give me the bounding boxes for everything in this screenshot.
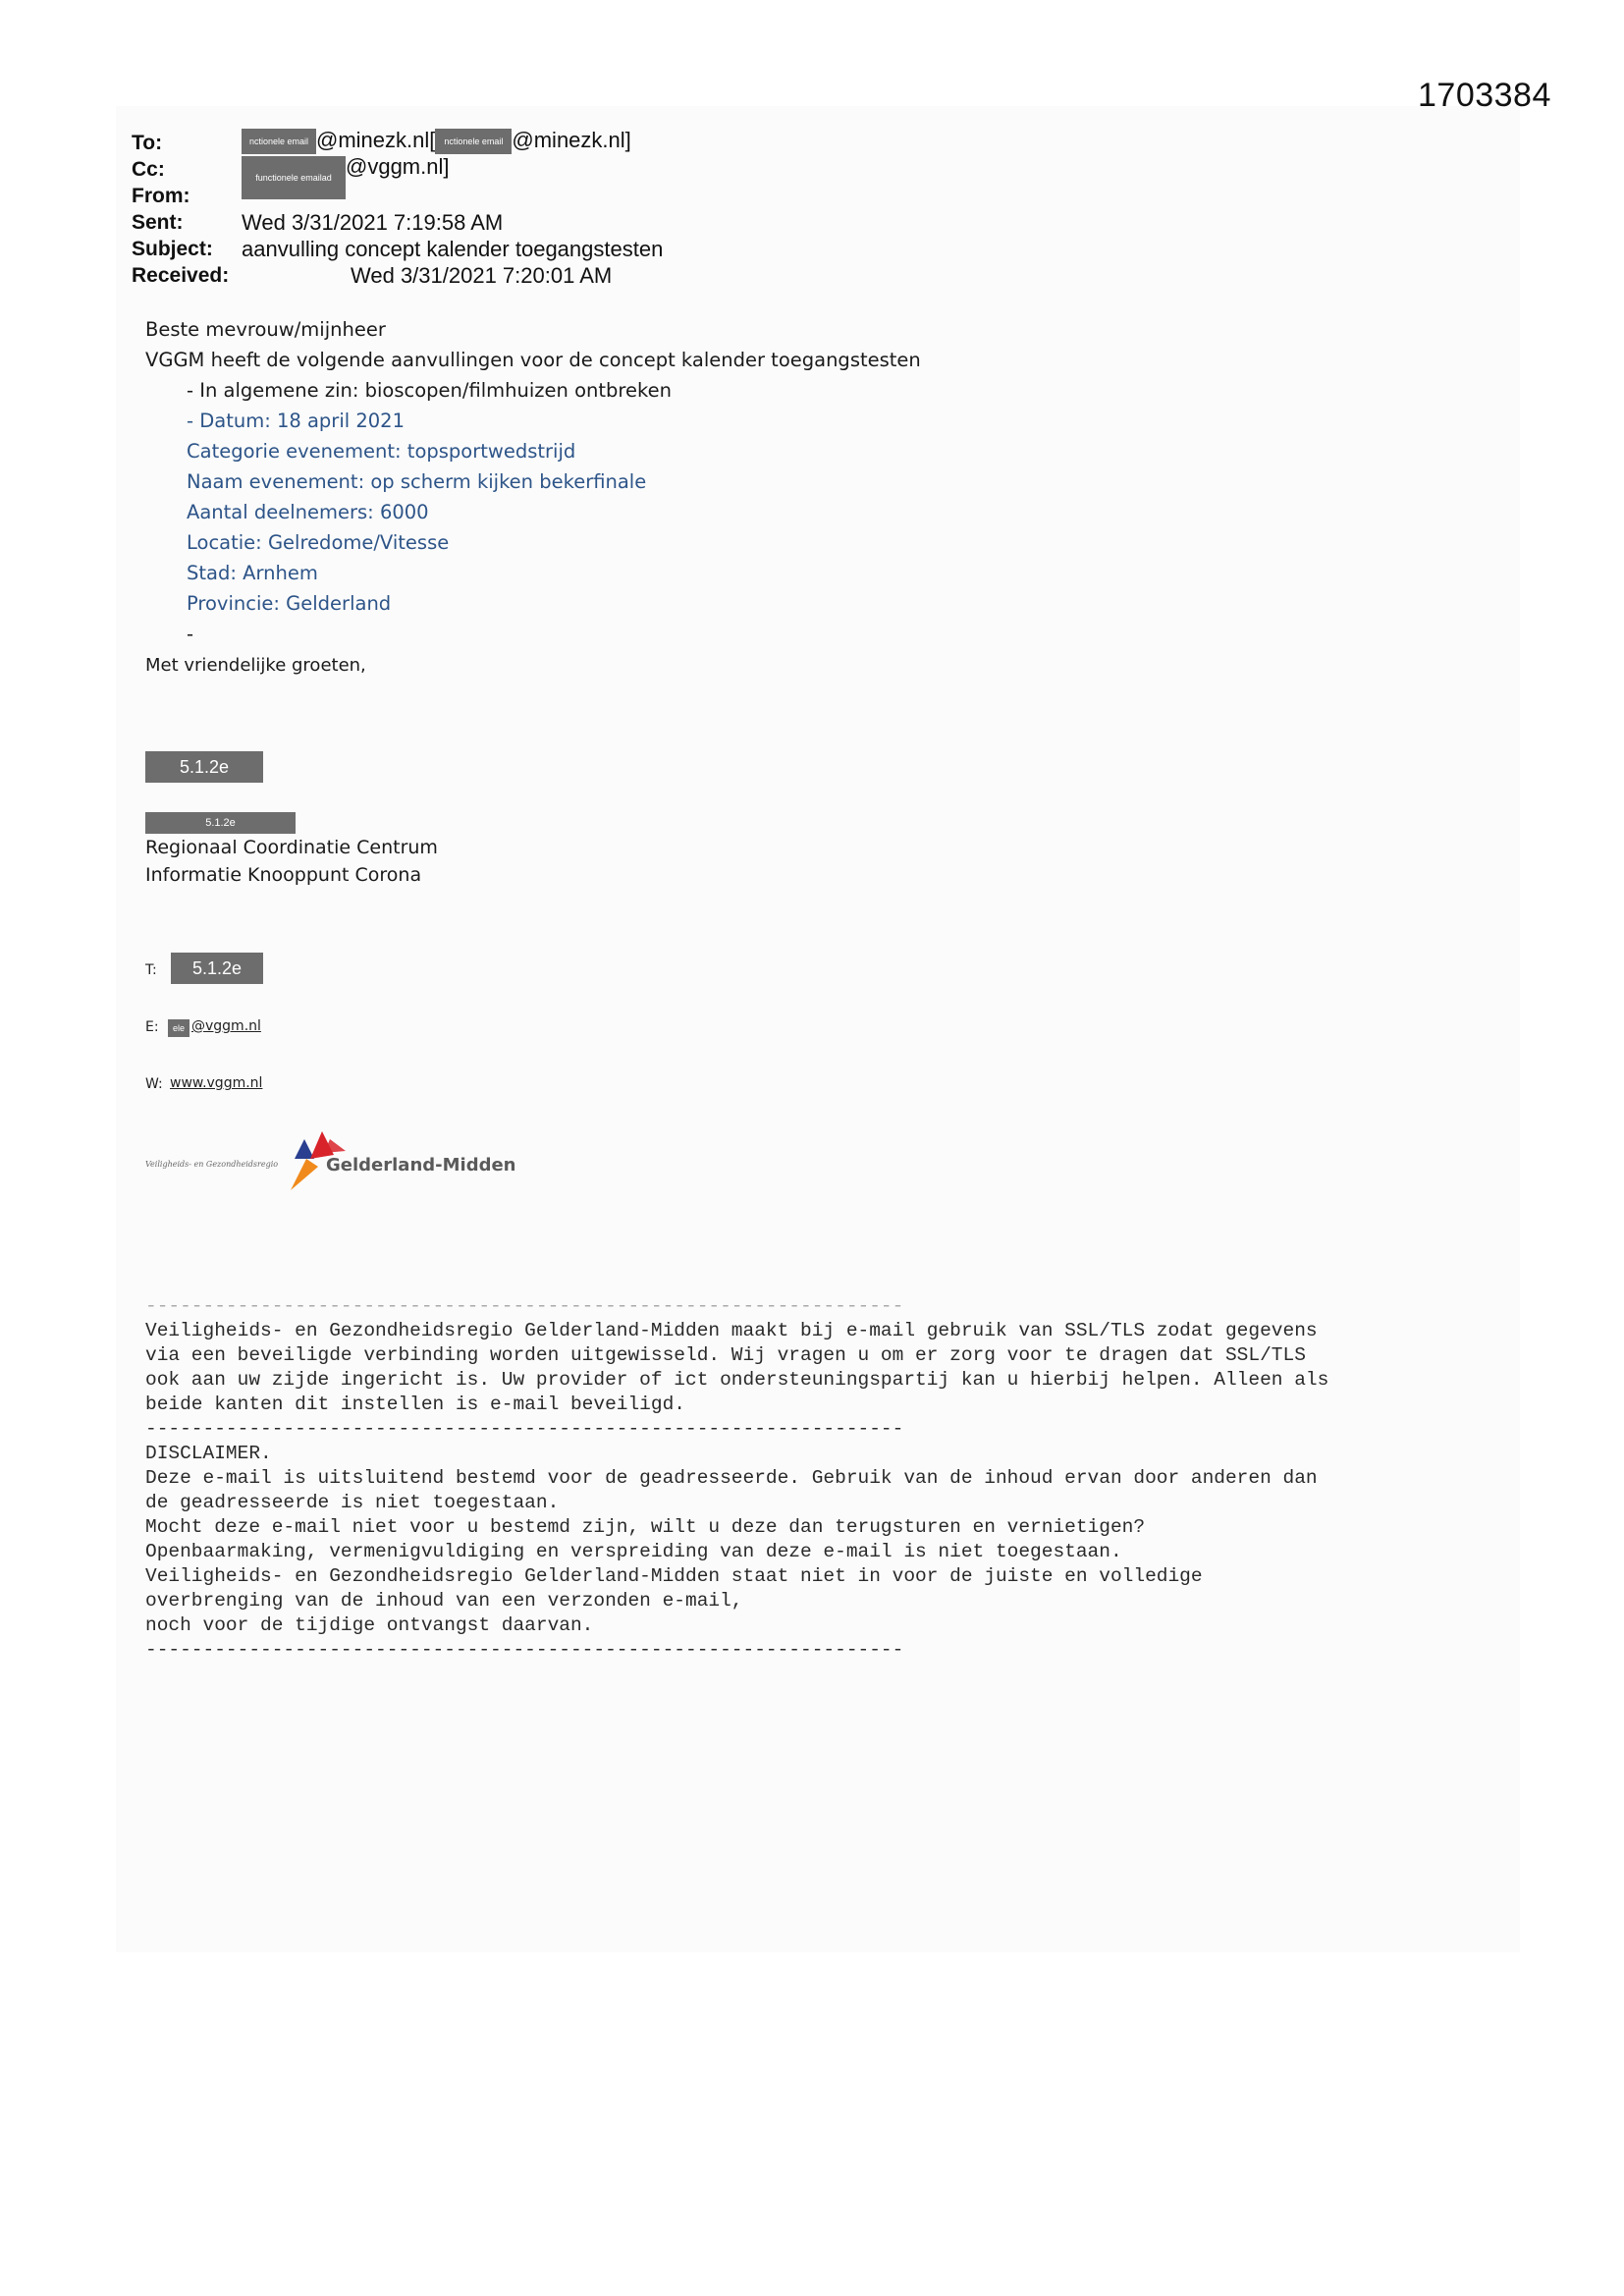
to-redaction-2: nctionele email <box>435 129 512 154</box>
disclaimer-line-1: DISCLAIMER. <box>145 1443 272 1464</box>
phone-label: T: <box>145 962 157 978</box>
cc-value <box>242 153 450 199</box>
org-line-1: Regionaal Coordinatie Centrum <box>145 837 438 858</box>
to-domain-1: @minezk.nl <box>316 128 430 152</box>
web-link[interactable]: www.vggm.nl <box>170 1075 263 1091</box>
separator-bottom: ------------------------------------------------------------------ <box>145 1639 904 1661</box>
intro: VGGM heeft de volgende aanvullingen voor de concept kalender toegangstesten <box>145 349 921 371</box>
vggm-logo <box>145 1129 516 1208</box>
ssl-line-2: via een beveiligde verbinding worden uitgewisseld. Wij vragen u om er zorg voor te dragen dat SSL/TLS <box>145 1344 1306 1366</box>
disclaimer-line-5: Openbaarmaking, vermenigvuldiging en verspreiding van deze e-mail is niet toegestaan. <box>145 1541 1122 1562</box>
to-bracket: [ <box>429 128 436 152</box>
bullet-general: - In algemene zin: bioscopen/filmhuizen ontbreken <box>187 379 672 402</box>
email-label: E: <box>145 1019 159 1035</box>
logo-small-text: Veiligheids- en Gezondheidsregio <box>145 1160 279 1169</box>
disclaimer-line-6: Veiligheids- en Gezondheidsregio Gelderland-Midden staat niet in voor de juiste en volledige <box>145 1565 1203 1587</box>
event-name: Naam evenement: op scherm kijken bekerfinale <box>187 470 647 493</box>
to-label: To: <box>132 132 163 154</box>
email-redaction: ele <box>168 1019 189 1037</box>
signature-name-redaction: 5.1.2e <box>145 751 263 783</box>
ssl-line-3: ook aan uw zijde ingericht is. Uw provider of ict ondersteuningspartij kan u hierbij helpen. Alleen als <box>145 1369 1329 1391</box>
to-redaction-1: nctionele email <box>242 129 316 154</box>
logo-text: Gelderland-Midden <box>326 1155 516 1175</box>
disclaimer-line-4: Mocht deze e-mail niet voor u bestemd zijn, wilt u deze dan terugsturen en vernietigen? <box>145 1516 1146 1538</box>
event-date: - Datum: 18 april 2021 <box>187 410 405 432</box>
subject-value: aanvulling concept kalender toegangstesten <box>242 237 664 261</box>
disclaimer-line-3: de geadresseerde is niet toegestaan. <box>145 1492 560 1513</box>
event-participants: Aantal deelnemers: 6000 <box>187 501 429 523</box>
cc-label: Cc: <box>132 158 165 181</box>
subject-label: Subject: <box>132 238 213 260</box>
ssl-line-1: Veiligheids- en Gezondheidsregio Gelderland-Midden maakt bij e-mail gebruik van SSL/TLS zodat gegevens <box>145 1320 1318 1341</box>
to-domain-2: @minezk.nl] <box>512 128 631 152</box>
received-label: Received: <box>132 264 230 287</box>
disclaimer-line-8: noch voor de tijdige ontvangst daarvan. <box>145 1614 594 1636</box>
greeting: Beste mevrouw/mijnheer <box>145 318 386 341</box>
event-province: Provincie: Gelderland <box>187 592 392 615</box>
event-location: Locatie: Gelredome/Vitesse <box>187 531 450 554</box>
from-label: From: <box>132 185 190 207</box>
separator-middle: ------------------------------------------------------------------ <box>145 1418 904 1440</box>
signature-title-redaction: 5.1.2e <box>145 812 296 834</box>
dash-line: - <box>187 623 194 645</box>
sent-value: Wed 3/31/2021 7:19:58 AM <box>242 210 504 235</box>
cc-redaction: functionele emailad <box>242 156 346 199</box>
phone-redaction: 5.1.2e <box>171 953 263 984</box>
event-category: Categorie evenement: topsportwedstrijd <box>187 440 576 463</box>
disclaimer-line-2: Deze e-mail is uitsluitend bestemd voor de geadresseerde. Gebruik van de inhoud ervan door anderen dan <box>145 1467 1318 1489</box>
document-number: 1703384 <box>1418 77 1551 114</box>
sent-label: Sent: <box>132 211 184 234</box>
web-label: W: <box>145 1076 163 1092</box>
org-line-2: Informatie Knooppunt Corona <box>145 864 422 886</box>
disclaimer-line-7: overbrenging van de inhoud van een verzonden e-mail, <box>145 1590 743 1612</box>
closing: Met vriendelijke groeten, <box>145 655 366 676</box>
cc-domain: @vggm.nl] <box>346 153 450 179</box>
to-value <box>242 128 631 154</box>
event-city: Stad: Arnhem <box>187 562 318 584</box>
received-value: Wed 3/31/2021 7:20:01 AM <box>351 263 613 288</box>
email-link[interactable]: @vggm.nl <box>191 1018 261 1034</box>
separator-top: ------------------------------------------------------------------ <box>145 1295 904 1317</box>
ssl-line-4: beide kanten dit instellen is e-mail beveiligd. <box>145 1394 685 1415</box>
